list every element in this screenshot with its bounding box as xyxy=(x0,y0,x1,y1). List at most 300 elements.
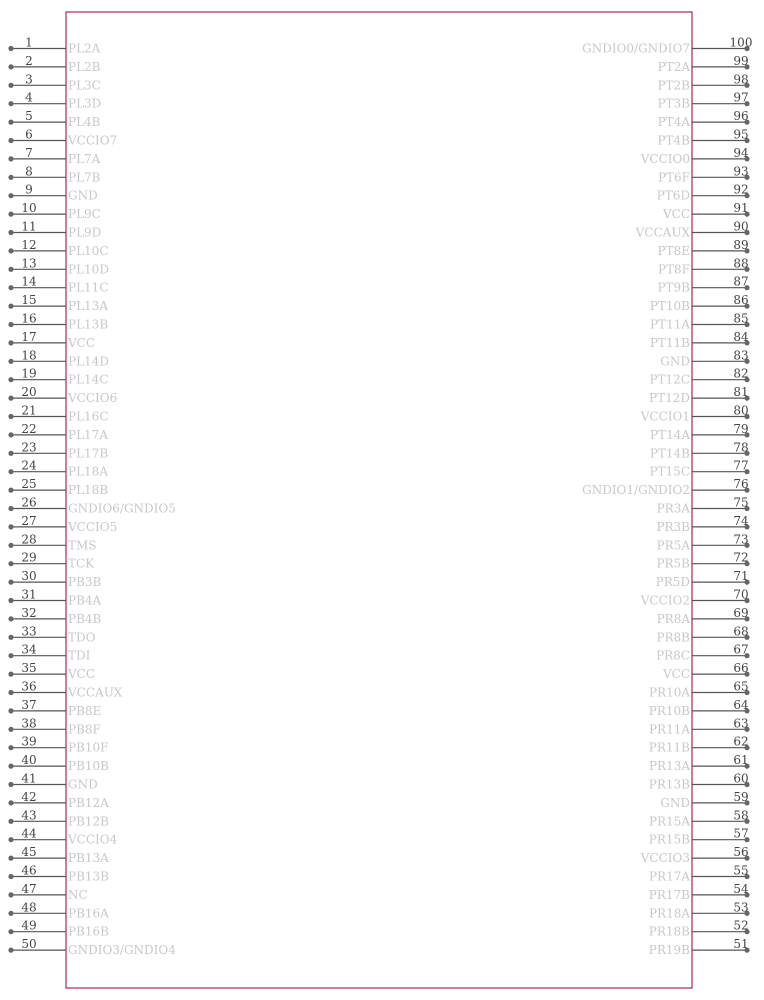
pin xyxy=(662,661,750,681)
pin-number: 28 xyxy=(21,532,37,547)
pin-number: 47 xyxy=(21,881,37,896)
pin-number: 77 xyxy=(733,458,749,473)
pin xyxy=(8,790,109,810)
pin-name: VCCIO1 xyxy=(640,409,690,424)
pin-end-dot xyxy=(8,46,13,51)
pin-name: PT6D xyxy=(656,188,690,203)
pin-name: TDO xyxy=(68,630,96,645)
pin xyxy=(8,845,109,865)
pin-end-dot xyxy=(8,745,13,750)
pin-number: 63 xyxy=(733,716,749,731)
pin-name: PL18B xyxy=(68,483,109,498)
pin-number: 34 xyxy=(21,642,37,657)
pin-number: 65 xyxy=(733,679,749,694)
pin-number: 91 xyxy=(733,201,749,216)
pin-number: 56 xyxy=(733,845,749,860)
pin-number: 5 xyxy=(25,109,33,124)
pin-name: VCCIO5 xyxy=(68,519,118,534)
pin-end-dot xyxy=(8,708,13,713)
pin xyxy=(649,735,750,755)
pin-name: VCC xyxy=(68,335,96,350)
pin xyxy=(658,238,750,258)
pin xyxy=(8,164,100,184)
pin xyxy=(658,54,750,74)
pin-name: TDI xyxy=(68,648,91,663)
pin xyxy=(649,808,750,828)
pin-end-dot xyxy=(8,598,13,603)
pin-number: 4 xyxy=(25,90,33,105)
pin-number: 12 xyxy=(21,237,37,252)
pin-number: 2 xyxy=(25,53,33,68)
pin-name: GND xyxy=(660,354,690,369)
pin-name: VCCAUX xyxy=(68,685,123,700)
pin-number: 88 xyxy=(733,256,749,271)
pin-name: PB16A xyxy=(68,906,109,921)
pin xyxy=(656,643,750,663)
pin-name: TMS xyxy=(68,538,97,553)
pin-name: PT10B xyxy=(649,299,690,314)
pin-number: 48 xyxy=(21,900,37,915)
pin-name: PR10B xyxy=(648,703,690,718)
pin-number: 30 xyxy=(21,569,37,584)
pin-name: VCCIO0 xyxy=(640,151,690,166)
pin xyxy=(8,588,101,608)
pin xyxy=(657,275,749,295)
pin-end-dot xyxy=(8,156,13,161)
pin xyxy=(660,348,749,368)
pin-name: GND xyxy=(660,795,690,810)
pin-number: 86 xyxy=(733,293,749,308)
pin-end-dot xyxy=(8,267,13,272)
pin-number: 51 xyxy=(733,937,749,952)
pin xyxy=(8,606,101,626)
pin-name: PB10F xyxy=(68,740,109,755)
pin xyxy=(8,256,109,276)
pin-name: PL16C xyxy=(68,409,109,424)
pin-number: 6 xyxy=(25,127,33,142)
pin xyxy=(8,404,108,424)
pin-name: PR18A xyxy=(648,906,690,921)
pin-name: PL2B xyxy=(68,59,101,74)
pin-end-dot xyxy=(8,727,13,732)
pin-name: PR15B xyxy=(648,832,690,847)
pin-number: 41 xyxy=(21,771,37,786)
pin xyxy=(662,201,750,221)
pin-name: PL17A xyxy=(68,427,108,442)
pin xyxy=(640,845,750,865)
pin-name: VCCIO6 xyxy=(68,391,118,406)
pin-number: 33 xyxy=(21,624,37,639)
pin-number: 81 xyxy=(733,385,749,400)
pin-end-dot xyxy=(8,892,13,897)
pin-end-dot xyxy=(8,524,13,529)
pin-name: PB13A xyxy=(68,851,109,866)
pin-end-dot xyxy=(8,561,13,566)
pin-number: 94 xyxy=(733,145,749,160)
pin-number: 29 xyxy=(21,550,37,565)
pin-name: VCCAUX xyxy=(635,225,690,240)
pin-name: PB13B xyxy=(68,869,109,884)
pin-name: PB3B xyxy=(68,575,102,590)
pin xyxy=(8,882,87,902)
pin xyxy=(8,496,175,516)
pin xyxy=(8,128,117,148)
pin-name: PL13A xyxy=(68,299,108,314)
pin-end-dot xyxy=(8,64,13,69)
pin-end-dot xyxy=(8,322,13,327)
pin xyxy=(650,440,750,460)
pin xyxy=(8,91,101,111)
pin xyxy=(649,864,750,884)
pin xyxy=(8,312,108,332)
pin xyxy=(8,624,95,644)
pin-name: PL10D xyxy=(68,262,109,277)
pin-number: 9 xyxy=(25,182,33,197)
pin-name: PL4B xyxy=(68,115,101,130)
pin-number: 69 xyxy=(733,605,749,620)
pin-number: 22 xyxy=(21,421,37,436)
pin-name: PL9C xyxy=(68,207,101,222)
pin-name: PT8E xyxy=(657,243,690,258)
pin xyxy=(649,919,750,939)
pin xyxy=(8,551,95,571)
pin-end-dot xyxy=(8,377,13,382)
pin-number: 70 xyxy=(733,587,749,602)
pin-number: 67 xyxy=(733,642,749,657)
pin-number: 93 xyxy=(733,164,749,179)
pin-end-dot xyxy=(8,138,13,143)
pin xyxy=(8,238,108,258)
pin-name: PL7B xyxy=(68,170,101,185)
pin-name: PR5B xyxy=(656,556,690,571)
pin-name: TCK xyxy=(68,556,95,571)
pin-end-dot xyxy=(8,856,13,861)
pin xyxy=(658,256,750,276)
pin-number: 55 xyxy=(733,863,749,878)
pin-name: PL3D xyxy=(68,96,102,111)
pin-number: 96 xyxy=(733,109,749,124)
pin-name: GNDIO1/GNDIO2 xyxy=(582,483,690,498)
pin-number: 89 xyxy=(733,237,749,252)
pin xyxy=(649,367,749,387)
pin-name: VCC xyxy=(68,667,96,682)
pin-name: PR11B xyxy=(648,740,690,755)
pin-number: 92 xyxy=(733,182,749,197)
pin-name: GND xyxy=(68,188,98,203)
pin-name: PR8B xyxy=(656,630,690,645)
pin-name: PR8A xyxy=(656,611,690,626)
pin xyxy=(649,882,750,902)
pin-name: PT2A xyxy=(657,59,690,74)
pin-number: 20 xyxy=(21,385,37,400)
pin-number: 16 xyxy=(21,311,37,326)
pin-end-dot xyxy=(8,948,13,953)
pin-number: 76 xyxy=(733,477,749,492)
pin-number: 7 xyxy=(25,145,33,160)
pin-name: PB8E xyxy=(68,703,102,718)
pin-end-dot xyxy=(8,432,13,437)
pin-number: 44 xyxy=(21,826,37,841)
pin-end-dot xyxy=(8,488,13,493)
pin xyxy=(8,293,108,313)
pin-number: 66 xyxy=(733,661,749,676)
pin xyxy=(657,496,750,516)
pin xyxy=(640,404,750,424)
pin-number: 75 xyxy=(733,495,749,510)
pin-number: 60 xyxy=(733,771,749,786)
pin-number: 27 xyxy=(21,513,37,528)
pin-name: PL18A xyxy=(68,464,108,479)
pin-name: PB8F xyxy=(68,722,101,737)
pin xyxy=(582,36,752,56)
pin-name: PT12D xyxy=(649,391,690,406)
pin xyxy=(8,661,95,681)
pin-end-dot xyxy=(8,175,13,180)
pin xyxy=(8,385,117,405)
pin-number: 10 xyxy=(21,201,37,216)
pin-name: PB12A xyxy=(68,795,109,810)
pin-number: 17 xyxy=(21,329,37,344)
pin xyxy=(8,459,108,479)
pin-name: PL10C xyxy=(68,243,109,258)
pin xyxy=(656,514,749,534)
pin-end-dot xyxy=(8,672,13,677)
pin-number: 78 xyxy=(733,440,749,455)
pin-end-dot xyxy=(8,340,13,345)
pin-end-dot xyxy=(8,212,13,217)
pin xyxy=(650,330,750,350)
pin-number: 24 xyxy=(21,458,37,473)
pin xyxy=(8,36,100,56)
pin-name: PT9B xyxy=(657,280,690,295)
pin xyxy=(8,864,109,884)
pin-number: 85 xyxy=(733,311,749,326)
pin xyxy=(649,772,750,792)
pin xyxy=(649,900,750,920)
pin-name: GNDIO6/GNDIO5 xyxy=(68,501,176,516)
pin-end-dot xyxy=(8,580,13,585)
pin-number: 37 xyxy=(21,697,37,712)
pin-number: 18 xyxy=(21,348,37,363)
pin-name: PT8F xyxy=(657,262,690,277)
pin-name: PR8C xyxy=(656,648,690,663)
pin-number: 35 xyxy=(21,661,37,676)
pin-number: 80 xyxy=(733,403,749,418)
pin-end-dot xyxy=(8,359,13,364)
pin xyxy=(657,183,750,203)
pin-name: PR3B xyxy=(656,519,690,534)
pin-end-dot xyxy=(8,543,13,548)
pin xyxy=(8,514,117,534)
pin-number: 95 xyxy=(733,127,749,142)
pin-name: VCCIO4 xyxy=(68,832,118,847)
pin-number: 61 xyxy=(733,753,749,768)
pin xyxy=(658,164,750,184)
left-pin-column xyxy=(8,36,176,958)
pin-name: PB16B xyxy=(68,924,109,939)
pin-end-dot xyxy=(8,101,13,106)
pin-name: PR17A xyxy=(648,869,690,884)
pin-number: 31 xyxy=(21,587,37,602)
pin-number: 98 xyxy=(733,72,749,87)
pin xyxy=(8,201,100,221)
pin xyxy=(640,588,750,608)
pin-name: VCCIO3 xyxy=(640,851,690,866)
pin-name: VCCIO7 xyxy=(68,133,118,148)
pin-name: NC xyxy=(68,887,88,902)
pin-end-dot xyxy=(8,248,13,253)
pin-end-dot xyxy=(8,690,13,695)
pin xyxy=(8,753,109,773)
pin-name: GNDIO0/GNDIO7 xyxy=(582,41,690,56)
pin xyxy=(8,643,90,663)
pin-end-dot xyxy=(8,414,13,419)
pin-end-dot xyxy=(8,819,13,824)
pin xyxy=(649,698,750,718)
pin-name: PR3A xyxy=(656,501,690,516)
pin-end-dot xyxy=(8,635,13,640)
pin-name: VCC xyxy=(662,667,690,682)
pin-name: PB4B xyxy=(68,611,102,626)
pin-number: 19 xyxy=(21,366,37,381)
pin-end-dot xyxy=(8,616,13,621)
pin-number: 38 xyxy=(21,716,37,731)
pin xyxy=(657,128,749,148)
pin-end-dot xyxy=(8,800,13,805)
pin-number: 84 xyxy=(733,329,749,344)
pin xyxy=(656,624,749,644)
pin-end-dot xyxy=(8,911,13,916)
pin-name: PR19B xyxy=(648,943,690,958)
pin-name: PT15C xyxy=(649,464,690,479)
pin-number: 90 xyxy=(733,219,749,234)
pin xyxy=(8,422,108,442)
pin-end-dot xyxy=(8,304,13,309)
pin-name: PT11B xyxy=(649,335,690,350)
pin-number: 73 xyxy=(733,532,749,547)
pin xyxy=(660,790,749,810)
pin-name: PL7A xyxy=(68,151,101,166)
pin-end-dot xyxy=(8,653,13,658)
pin-name: PR11A xyxy=(648,722,690,737)
pin xyxy=(8,275,108,295)
pin xyxy=(8,348,109,368)
pin xyxy=(8,735,108,755)
pin-number: 99 xyxy=(733,53,749,68)
pin-name: PB4A xyxy=(68,593,102,608)
pin-number: 53 xyxy=(733,900,749,915)
pin-name: PB10B xyxy=(68,759,109,774)
pin xyxy=(650,422,750,442)
pin xyxy=(8,808,109,828)
pin-name: PR5A xyxy=(656,538,690,553)
right-pin-column xyxy=(582,36,752,958)
pin-number: 59 xyxy=(733,789,749,804)
pin-number: 87 xyxy=(733,274,749,289)
pin xyxy=(649,385,750,405)
pin xyxy=(8,220,101,240)
pin-name: PT4B xyxy=(657,133,690,148)
pin-end-dot xyxy=(8,230,13,235)
pin-name: PR5D xyxy=(655,575,690,590)
pin-number: 97 xyxy=(733,90,749,105)
pin-name: PT11A xyxy=(649,317,690,332)
pin-number: 100 xyxy=(729,35,753,50)
pin-end-dot xyxy=(8,929,13,934)
pin-name: PT14B xyxy=(649,446,690,461)
pin-number: 46 xyxy=(21,863,37,878)
pin-number: 54 xyxy=(733,881,749,896)
pin-name: PB12B xyxy=(68,814,109,829)
pin-name: GND xyxy=(68,777,98,792)
pin xyxy=(8,827,117,847)
pin-number: 62 xyxy=(733,734,749,749)
pin-number: 74 xyxy=(733,513,749,528)
pin-number: 23 xyxy=(21,440,37,455)
pin xyxy=(649,827,750,847)
pin-number: 68 xyxy=(733,624,749,639)
pin xyxy=(8,477,108,497)
pin-number: 50 xyxy=(21,937,37,952)
pin-number: 15 xyxy=(21,293,37,308)
pin-end-dot xyxy=(8,764,13,769)
pin xyxy=(649,459,749,479)
pin xyxy=(8,919,109,939)
pin xyxy=(657,91,749,111)
pin xyxy=(8,367,108,387)
pin-end-dot xyxy=(8,506,13,511)
pin-number: 3 xyxy=(25,72,33,87)
pin xyxy=(8,330,95,350)
pin xyxy=(8,109,100,129)
pin xyxy=(649,716,750,736)
pin-number: 64 xyxy=(733,697,749,712)
pin-name: PR18B xyxy=(648,924,690,939)
pin xyxy=(8,440,108,460)
pin xyxy=(657,532,750,552)
pin-number: 58 xyxy=(733,808,749,823)
pin xyxy=(8,772,97,792)
pin-name: PL11C xyxy=(68,280,109,295)
pin-end-dot xyxy=(8,837,13,842)
pin-number: 8 xyxy=(25,164,33,179)
pin xyxy=(640,146,750,166)
pin xyxy=(656,569,750,589)
pin-end-dot xyxy=(8,874,13,879)
pin-name: PL14C xyxy=(68,372,109,387)
pin-name: PL14D xyxy=(68,354,109,369)
pin xyxy=(649,753,750,773)
pin-name: PL17B xyxy=(68,446,109,461)
pin xyxy=(650,293,750,313)
pin-name: PR10A xyxy=(648,685,690,700)
pin-end-dot xyxy=(8,83,13,88)
pin xyxy=(656,551,749,571)
pin-number: 71 xyxy=(733,569,749,584)
pin-name: GNDIO3/GNDIO4 xyxy=(68,943,176,958)
pin-number: 82 xyxy=(733,366,749,381)
pin-number: 57 xyxy=(733,826,749,841)
pin-number: 39 xyxy=(21,734,37,749)
pin-number: 83 xyxy=(733,348,749,363)
pin-end-dot xyxy=(8,396,13,401)
pin-number: 14 xyxy=(21,274,37,289)
pin xyxy=(649,937,750,957)
pin-name: PR13B xyxy=(648,777,690,792)
pin xyxy=(8,146,100,166)
pin xyxy=(8,716,100,736)
pin-name: PR13A xyxy=(648,759,690,774)
